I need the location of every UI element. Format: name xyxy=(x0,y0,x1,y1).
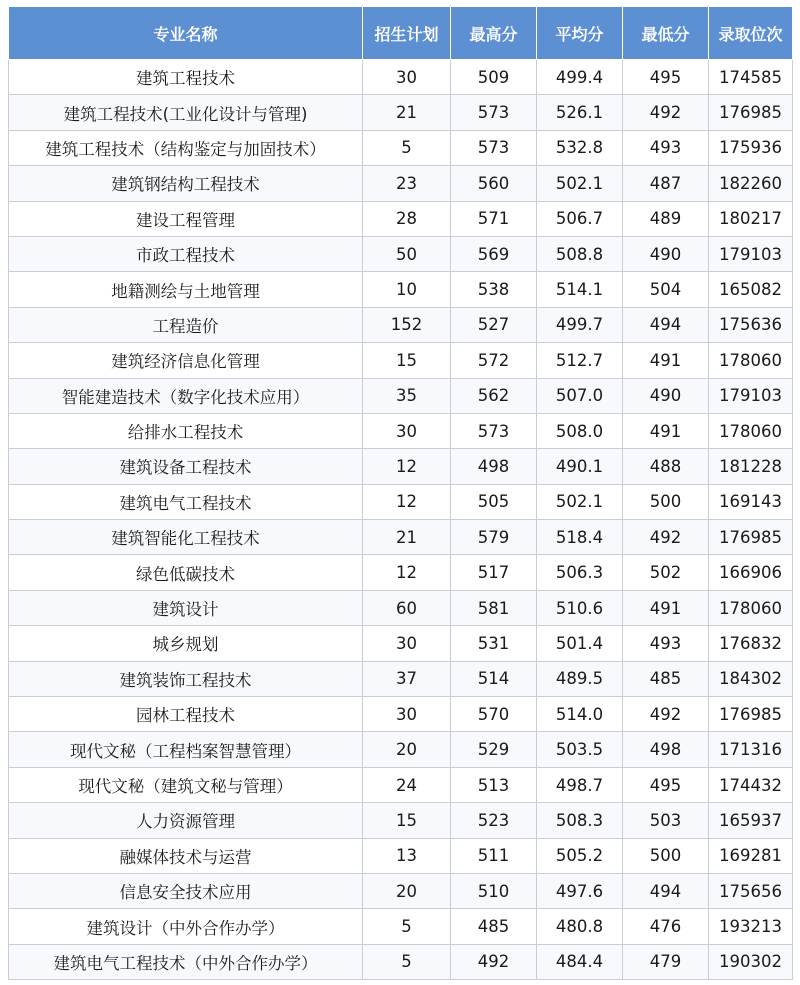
major-name-cell: 建设工程管理 xyxy=(9,201,363,236)
avg-score-cell: 497.6 xyxy=(537,873,623,908)
header-avg-score: 平均分 xyxy=(537,7,623,60)
admission-rank-cell: 165082 xyxy=(709,272,793,307)
avg-score-cell: 510.6 xyxy=(537,590,623,625)
major-name-cell: 园林工程技术 xyxy=(9,697,363,732)
max-score-cell: 572 xyxy=(451,343,537,378)
avg-score-cell: 502.1 xyxy=(537,166,623,201)
max-score-cell: 510 xyxy=(451,873,537,908)
enrollment-plan-cell: 5 xyxy=(363,944,451,979)
table-row xyxy=(9,838,793,873)
admission-rank-cell: 174432 xyxy=(709,767,793,802)
avg-score-cell: 514.0 xyxy=(537,697,623,732)
max-score-cell: 517 xyxy=(451,555,537,590)
major-name-cell: 绿色低碳技术 xyxy=(9,555,363,590)
min-score-cell: 490 xyxy=(623,378,709,413)
major-name-cell: 建筑工程技术（结构鉴定与加固技术） xyxy=(9,130,363,165)
min-score-cell: 494 xyxy=(623,873,709,908)
enrollment-plan-cell: 20 xyxy=(363,732,451,767)
table-header-row xyxy=(9,7,793,60)
major-name-cell: 现代文秘（工程档案智慧管理） xyxy=(9,732,363,767)
avg-score-cell: 484.4 xyxy=(537,944,623,979)
min-score-cell: 492 xyxy=(623,697,709,732)
avg-score-cell: 501.4 xyxy=(537,626,623,661)
min-score-cell: 502 xyxy=(623,555,709,590)
enrollment-plan-cell: 21 xyxy=(363,520,451,555)
admission-rank-cell: 175656 xyxy=(709,873,793,908)
avg-score-cell: 489.5 xyxy=(537,661,623,696)
table-row xyxy=(9,484,793,519)
max-score-cell: 573 xyxy=(451,130,537,165)
enrollment-plan-cell: 30 xyxy=(363,626,451,661)
major-name-cell: 现代文秘（建筑文秘与管理） xyxy=(9,767,363,802)
admission-rank-cell: 178060 xyxy=(709,590,793,625)
admission-rank-cell: 166906 xyxy=(709,555,793,590)
table-row xyxy=(9,307,793,342)
min-score-cell: 485 xyxy=(623,661,709,696)
header-max-score: 最高分 xyxy=(451,7,537,60)
table-row xyxy=(9,201,793,236)
admission-table-container xyxy=(8,6,792,980)
avg-score-cell: 505.2 xyxy=(537,838,623,873)
max-score-cell: 511 xyxy=(451,838,537,873)
max-score-cell: 531 xyxy=(451,626,537,661)
avg-score-cell: 506.7 xyxy=(537,201,623,236)
major-name-cell: 智能建造技术（数字化技术应用） xyxy=(9,378,363,413)
max-score-cell: 529 xyxy=(451,732,537,767)
admission-rank-cell: 178060 xyxy=(709,343,793,378)
admission-rank-cell: 179103 xyxy=(709,236,793,271)
table-row xyxy=(9,555,793,590)
min-score-cell: 491 xyxy=(623,590,709,625)
enrollment-plan-cell: 10 xyxy=(363,272,451,307)
table-row xyxy=(9,95,793,130)
max-score-cell: 513 xyxy=(451,767,537,802)
header-min-score: 最低分 xyxy=(623,7,709,60)
admission-rank-cell: 181228 xyxy=(709,449,793,484)
major-name-cell: 建筑设计（中外合作办学） xyxy=(9,909,363,944)
enrollment-plan-cell: 23 xyxy=(363,166,451,201)
major-name-cell: 建筑电气工程技术（中外合作办学） xyxy=(9,944,363,979)
table-row xyxy=(9,767,793,802)
max-score-cell: 570 xyxy=(451,697,537,732)
avg-score-cell: 499.4 xyxy=(537,60,623,95)
table-row xyxy=(9,909,793,944)
avg-score-cell: 502.1 xyxy=(537,484,623,519)
enrollment-plan-cell: 60 xyxy=(363,590,451,625)
min-score-cell: 479 xyxy=(623,944,709,979)
min-score-cell: 491 xyxy=(623,343,709,378)
major-name-cell: 建筑智能化工程技术 xyxy=(9,520,363,555)
avg-score-cell: 508.8 xyxy=(537,236,623,271)
admission-rank-cell: 171316 xyxy=(709,732,793,767)
table-row xyxy=(9,944,793,979)
table-row xyxy=(9,697,793,732)
admission-rank-cell: 179103 xyxy=(709,378,793,413)
table-row xyxy=(9,590,793,625)
enrollment-plan-cell: 24 xyxy=(363,767,451,802)
major-name-cell: 建筑设备工程技术 xyxy=(9,449,363,484)
table-row xyxy=(9,130,793,165)
avg-score-cell: 508.0 xyxy=(537,413,623,448)
major-name-cell: 工程造价 xyxy=(9,307,363,342)
max-score-cell: 573 xyxy=(451,413,537,448)
table-row xyxy=(9,413,793,448)
min-score-cell: 495 xyxy=(623,60,709,95)
major-name-cell: 融媒体技术与运营 xyxy=(9,838,363,873)
min-score-cell: 500 xyxy=(623,838,709,873)
major-name-cell: 建筑工程技术(工业化设计与管理) xyxy=(9,95,363,130)
enrollment-plan-cell: 15 xyxy=(363,803,451,838)
min-score-cell: 487 xyxy=(623,166,709,201)
min-score-cell: 500 xyxy=(623,484,709,519)
avg-score-cell: 503.5 xyxy=(537,732,623,767)
enrollment-plan-cell: 12 xyxy=(363,484,451,519)
table-row xyxy=(9,60,793,95)
major-name-cell: 人力资源管理 xyxy=(9,803,363,838)
admission-rank-cell: 165937 xyxy=(709,803,793,838)
major-name-cell: 建筑经济信息化管理 xyxy=(9,343,363,378)
table-row xyxy=(9,166,793,201)
min-score-cell: 495 xyxy=(623,767,709,802)
enrollment-plan-cell: 15 xyxy=(363,343,451,378)
min-score-cell: 488 xyxy=(623,449,709,484)
major-name-cell: 信息安全技术应用 xyxy=(9,873,363,908)
header-admission-rank: 录取位次 xyxy=(709,7,793,60)
major-name-cell: 建筑电气工程技术 xyxy=(9,484,363,519)
max-score-cell: 562 xyxy=(451,378,537,413)
min-score-cell: 489 xyxy=(623,201,709,236)
major-name-cell: 给排水工程技术 xyxy=(9,413,363,448)
table-row xyxy=(9,236,793,271)
major-name-cell: 建筑钢结构工程技术 xyxy=(9,166,363,201)
max-score-cell: 523 xyxy=(451,803,537,838)
max-score-cell: 498 xyxy=(451,449,537,484)
max-score-cell: 573 xyxy=(451,95,537,130)
avg-score-cell: 532.8 xyxy=(537,130,623,165)
major-name-cell: 市政工程技术 xyxy=(9,236,363,271)
admission-rank-cell: 176985 xyxy=(709,697,793,732)
admission-rank-cell: 190302 xyxy=(709,944,793,979)
enrollment-plan-cell: 20 xyxy=(363,873,451,908)
admission-score-table xyxy=(8,6,793,980)
enrollment-plan-cell: 37 xyxy=(363,661,451,696)
avg-score-cell: 498.7 xyxy=(537,767,623,802)
enrollment-plan-cell: 12 xyxy=(363,449,451,484)
max-score-cell: 509 xyxy=(451,60,537,95)
admission-rank-cell: 176985 xyxy=(709,95,793,130)
max-score-cell: 569 xyxy=(451,236,537,271)
min-score-cell: 493 xyxy=(623,626,709,661)
table-row xyxy=(9,378,793,413)
max-score-cell: 505 xyxy=(451,484,537,519)
enrollment-plan-cell: 30 xyxy=(363,413,451,448)
avg-score-cell: 512.7 xyxy=(537,343,623,378)
table-row xyxy=(9,732,793,767)
admission-rank-cell: 178060 xyxy=(709,413,793,448)
avg-score-cell: 507.0 xyxy=(537,378,623,413)
table-row xyxy=(9,873,793,908)
max-score-cell: 492 xyxy=(451,944,537,979)
table-row xyxy=(9,661,793,696)
table-row xyxy=(9,272,793,307)
enrollment-plan-cell: 30 xyxy=(363,60,451,95)
min-score-cell: 493 xyxy=(623,130,709,165)
avg-score-cell: 514.1 xyxy=(537,272,623,307)
enrollment-plan-cell: 35 xyxy=(363,378,451,413)
max-score-cell: 538 xyxy=(451,272,537,307)
enrollment-plan-cell: 28 xyxy=(363,201,451,236)
major-name-cell: 建筑工程技术 xyxy=(9,60,363,95)
enrollment-plan-cell: 30 xyxy=(363,697,451,732)
avg-score-cell: 490.1 xyxy=(537,449,623,484)
min-score-cell: 492 xyxy=(623,95,709,130)
table-body xyxy=(9,60,793,980)
max-score-cell: 579 xyxy=(451,520,537,555)
table-row xyxy=(9,343,793,378)
min-score-cell: 498 xyxy=(623,732,709,767)
enrollment-plan-cell: 12 xyxy=(363,555,451,590)
max-score-cell: 485 xyxy=(451,909,537,944)
max-score-cell: 527 xyxy=(451,307,537,342)
max-score-cell: 514 xyxy=(451,661,537,696)
min-score-cell: 503 xyxy=(623,803,709,838)
major-name-cell: 建筑设计 xyxy=(9,590,363,625)
min-score-cell: 490 xyxy=(623,236,709,271)
table-row xyxy=(9,520,793,555)
min-score-cell: 476 xyxy=(623,909,709,944)
avg-score-cell: 506.3 xyxy=(537,555,623,590)
max-score-cell: 560 xyxy=(451,166,537,201)
admission-rank-cell: 175636 xyxy=(709,307,793,342)
enrollment-plan-cell: 50 xyxy=(363,236,451,271)
major-name-cell: 地籍测绘与土地管理 xyxy=(9,272,363,307)
enrollment-plan-cell: 152 xyxy=(363,307,451,342)
admission-rank-cell: 184302 xyxy=(709,661,793,696)
min-score-cell: 494 xyxy=(623,307,709,342)
max-score-cell: 571 xyxy=(451,201,537,236)
avg-score-cell: 508.3 xyxy=(537,803,623,838)
table-row xyxy=(9,449,793,484)
major-name-cell: 城乡规划 xyxy=(9,626,363,661)
min-score-cell: 492 xyxy=(623,520,709,555)
enrollment-plan-cell: 5 xyxy=(363,130,451,165)
min-score-cell: 504 xyxy=(623,272,709,307)
enrollment-plan-cell: 21 xyxy=(363,95,451,130)
admission-rank-cell: 169281 xyxy=(709,838,793,873)
admission-rank-cell: 175936 xyxy=(709,130,793,165)
enrollment-plan-cell: 5 xyxy=(363,909,451,944)
avg-score-cell: 499.7 xyxy=(537,307,623,342)
enrollment-plan-cell: 13 xyxy=(363,838,451,873)
admission-rank-cell: 176832 xyxy=(709,626,793,661)
avg-score-cell: 480.8 xyxy=(537,909,623,944)
admission-rank-cell: 182260 xyxy=(709,166,793,201)
table-row xyxy=(9,626,793,661)
min-score-cell: 491 xyxy=(623,413,709,448)
admission-rank-cell: 169143 xyxy=(709,484,793,519)
admission-rank-cell: 193213 xyxy=(709,909,793,944)
admission-rank-cell: 180217 xyxy=(709,201,793,236)
avg-score-cell: 518.4 xyxy=(537,520,623,555)
header-enrollment-plan: 招生计划 xyxy=(363,7,451,60)
avg-score-cell: 526.1 xyxy=(537,95,623,130)
major-name-cell: 建筑装饰工程技术 xyxy=(9,661,363,696)
table-row xyxy=(9,803,793,838)
header-major-name: 专业名称 xyxy=(9,7,363,60)
max-score-cell: 581 xyxy=(451,590,537,625)
admission-rank-cell: 174585 xyxy=(709,60,793,95)
admission-rank-cell: 176985 xyxy=(709,520,793,555)
